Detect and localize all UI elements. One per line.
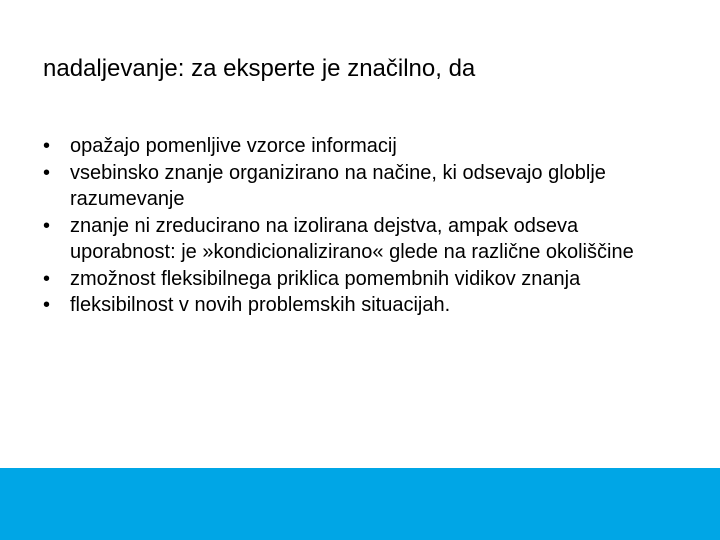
list-item <box>43 160 683 213</box>
bullet-text: znanje ni zreducirano na izolirana dejstva, ampak odseva uporabnost: je »kondicionalizirano« glede na različne okoliščine <box>70 214 634 263</box>
list-item <box>43 213 683 266</box>
bullet-icon: • <box>43 161 51 184</box>
bullet-text: vsebinsko znanje organizirano na načine, ki odsevajo globlje razumevanje <box>70 161 606 210</box>
bullet-icon: • <box>43 135 51 157</box>
footer-bar <box>0 468 720 540</box>
bullet-list <box>43 133 683 319</box>
bullet-text: opažajo pomenljive vzorce informacij <box>70 135 397 157</box>
list-item <box>43 292 683 319</box>
bullet-text: fleksibilnost v novih problemskih situacijah. <box>70 294 451 316</box>
list-item <box>43 133 683 160</box>
list-item <box>43 266 683 293</box>
bullet-icon: • <box>43 267 51 290</box>
bullet-icon: • <box>43 294 51 316</box>
bullet-text: zmožnost fleksibilnega priklica pomembnih vidikov znanja <box>70 267 581 290</box>
bullet-icon: • <box>43 214 51 237</box>
slide-title: nadaljevanje: za eksperte je značilno, da <box>43 55 476 82</box>
